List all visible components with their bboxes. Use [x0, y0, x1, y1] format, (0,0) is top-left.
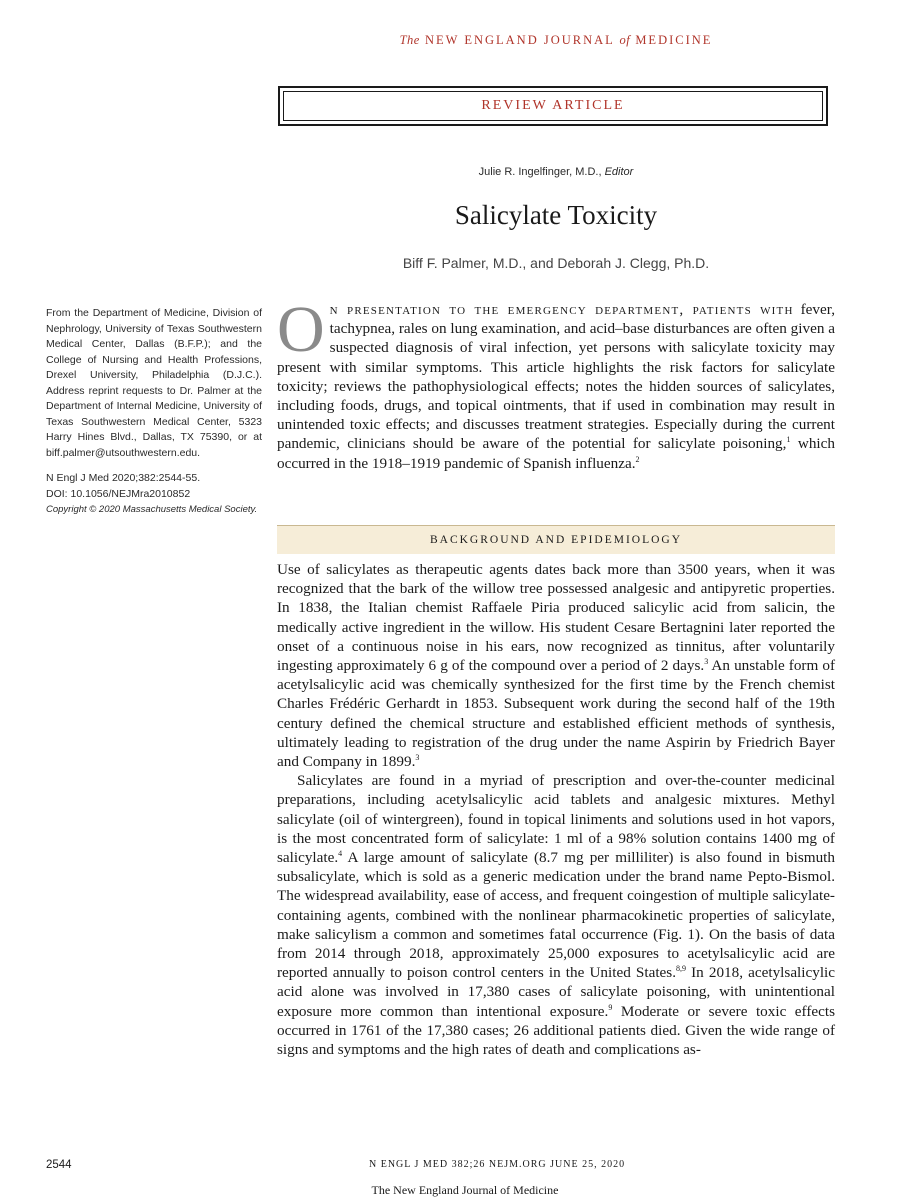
section-heading-bar	[277, 525, 835, 554]
sidebar-notes	[46, 306, 262, 518]
article-title: Salicylate Toxicity	[454, 200, 658, 230]
intro-lead: n presentation to the emergency department, patients with	[329, 301, 794, 318]
intro-text: which occurred in the 1918–1919 pandemic of Spanish influenza.	[277, 435, 835, 472]
paragraph-text: In 2018, acetylsalicylic acid alone was involved in 17,380 cases of salicylate poisoning, with unintentional exposure more common than intentional exposure.	[277, 964, 836, 1020]
reference-marker[interactable]: 3	[415, 752, 420, 762]
drop-cap: O	[277, 293, 325, 366]
editor-line	[280, 166, 832, 178]
page-footer	[46, 1159, 836, 1175]
reference-marker[interactable]: 2	[635, 454, 640, 464]
section-heading: BACKGROUND AND EPIDEMIOLOGY	[429, 534, 683, 546]
reference-marker[interactable]: 1	[786, 435, 791, 445]
intro-text: fever, tachypnea, rales on lung examination, and acid–base disturbances are often given a suspected diagnosis of viral infection, yet persons with salicylate toxicity may present with similar symptoms. This article highlights the risk factors for salicylate toxicity; reviews the pathophysiological effects; notes the hidden sources of salicylates, including foods, drugs, and topical ointments, that if used in combination may result in unintended toxic effects; and discusses treatment strategies. Especially during the current pandemic, clinicians should be aware of the potential for salicylate poisoning,	[277, 301, 835, 453]
article-type-box	[278, 86, 828, 126]
reference-marker[interactable]: 8,9	[676, 964, 686, 974]
body-text	[277, 560, 835, 1059]
journal-header	[280, 33, 832, 48]
paragraph-text: An unstable form of acetylsalicylic acid was chemically synthesized for the first time by the French chemist Charles Frédéric Gerhardt in 1853. Subsequent work during the second half of the 19th century defined the chemical structure and established efficient methods of synthesis, ultimately leading to registration of the drug under the name Aspirin by Friedrich Bayer and Company in 1899.	[277, 657, 836, 771]
body-paragraph	[277, 560, 835, 771]
paragraph-text: Use of salicylates as therapeutic agents dates back more than 3500 years, when it was recognized that the bark of the willow tree possessed analgesic and antipyretic properties. In 1838, the Italian chemist Raffaele Piria produced salicylic acid from salicin, the medically active ingredient in the willow. His student Cesare Bertagnini later reported the onset of a continuous noise in his ears, now recognized as tinnitus, after voluntarily ingesting approximately 6 g of the compound over a period of 2 days.	[277, 561, 835, 675]
journal-the: The	[399, 33, 420, 47]
paragraph-text: A large amount of salicylate (8.7 mg per milliliter) is also found in bismuth subsalicylate, which is sold as a generic medication under the brand name Pepto-Bismol. The widespread availability, ease of access, and frequent coingestion of multiple salicylate-containing agents, combined with the nonlinear pharmacokinetic properties of salicylate, make salicylism a common and sometimes fatal occurrence (Fig. 1). On the basis of data from 2014 through 2018, approximately 25,000 exposures to acetylsalicylic acid are reported annually to poison control centers in the United States.	[277, 849, 835, 982]
doi-link[interactable]: DOI: 10.1056/NEJMra2010852	[46, 487, 191, 500]
editor-role: Editor	[604, 166, 634, 178]
download-notice: The New England Journal of Medicine	[371, 1183, 559, 1197]
author-affiliation: From the Department of Medicine, Division of Nephrology, University of Texas Southwestern Medical Center, Dallas (B.F.P.); and the College of Nursing and Health Professions, Drexel University, Philadelphia (D.J.C.). Address reprint requests to Dr. Palmer at the Department of Internal Medicine, University of Texas Southwestern Medical Center, 5323 Harry Hines Blvd., Dallas, TX 75390, or at biff.palmer@utsouthwestern.edu.	[46, 307, 262, 459]
body-paragraph	[277, 771, 835, 1059]
copyright-notice: Copyright © 2020 Massachusetts Medical Society.	[46, 504, 258, 515]
footer-citation: N ENGL J MED 382;26 NEJM.ORG JUNE 25, 2020	[369, 1159, 626, 1170]
journal-citation: N Engl J Med 2020;382:2544-55.	[46, 472, 201, 484]
paragraph-text: Salicylates are found in a myriad of prescription and over-the-counter medicinal preparations, including acetylsalicylic acid tablets and analgesic mixtures. Methyl salicylate (oil of wintergreen), found in topical liniments and solutions used in hot vapors, is the most concentrated form of salicylate: 1 ml of a 98% solution contains 1400 mg of salicylate.	[277, 772, 835, 867]
page-number: 2544	[46, 1159, 72, 1171]
journal-name: NEW ENGLAND JOURNAL	[424, 33, 615, 47]
reference-marker[interactable]: 9	[608, 1002, 613, 1012]
author-list: Biff F. Palmer, M.D., and Deborah J. Clegg, Ph.D.	[402, 255, 710, 271]
journal-of: of	[619, 33, 631, 47]
editor-name: Julie R. Ingelfinger, M.D.,	[478, 166, 602, 178]
article-type-label: REVIEW ARTICLE	[283, 91, 823, 121]
intro-paragraph	[277, 293, 835, 473]
paragraph-text: Moderate or severe toxic effects occurred in 1761 of the 17,380 cases; 26 additional patients died. Given the wide range of signs and symptoms and the high rates of death and complications as-	[277, 1002, 835, 1059]
journal-med: MEDICINE	[635, 33, 713, 47]
reference-marker[interactable]: 4	[338, 848, 343, 858]
reference-marker[interactable]: 3	[704, 656, 709, 666]
